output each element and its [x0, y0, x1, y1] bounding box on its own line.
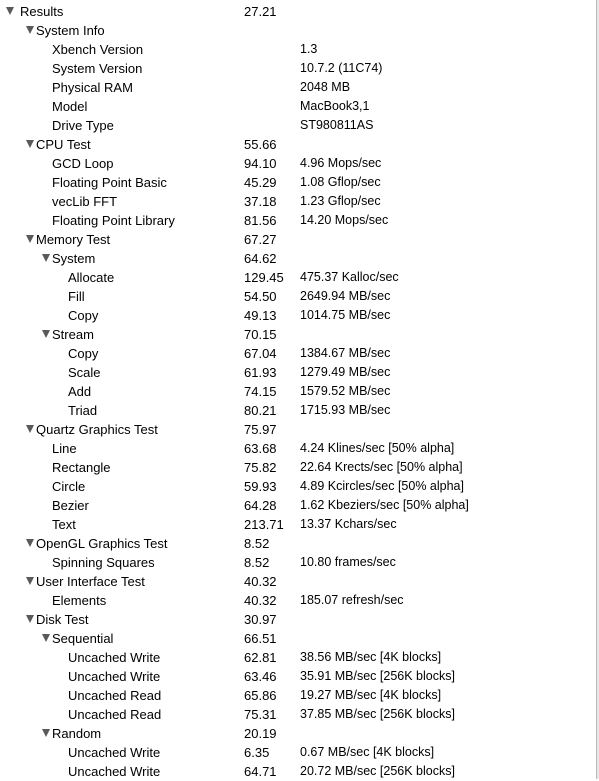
row-score: 67.27: [244, 232, 277, 247]
row-score: 70.15: [244, 327, 277, 342]
row-score: 8.52: [244, 536, 270, 551]
row-score: 65.86: [244, 688, 277, 703]
outline-row[interactable]: [0, 420, 596, 439]
outline-row[interactable]: [0, 591, 596, 610]
row-score: 63.68: [244, 441, 277, 456]
row-score: 75.82: [244, 460, 277, 475]
outline-row[interactable]: [0, 78, 596, 97]
row-name: Disk Test: [36, 612, 89, 627]
row-name: CPU Test: [36, 137, 91, 152]
row-name: vecLib FFT: [52, 194, 118, 209]
outline-row[interactable]: [0, 724, 596, 743]
row-detail: 4.24 Klines/sec [50% alpha]: [300, 441, 455, 455]
row-score: 49.13: [244, 308, 277, 323]
row-detail: 2649.94 MB/sec: [300, 289, 391, 303]
row-score: 80.21: [244, 403, 277, 418]
outline-row[interactable]: [0, 534, 596, 553]
row-detail: 1715.93 MB/sec: [300, 403, 391, 417]
row-name: Fill: [68, 289, 85, 304]
outline-row[interactable]: [0, 667, 596, 686]
outline-row[interactable]: [0, 439, 596, 458]
row-detail: 1.62 Kbeziers/sec [50% alpha]: [300, 498, 469, 512]
row-detail: 1.08 Gflop/sec: [300, 175, 381, 189]
row-name: Uncached Read: [68, 688, 162, 703]
outline-row[interactable]: [0, 496, 596, 515]
row-name: Scale: [68, 365, 101, 380]
outline-row[interactable]: [0, 249, 596, 268]
outline-row[interactable]: [0, 572, 596, 591]
outline-row[interactable]: [0, 344, 596, 363]
row-score: 6.35: [244, 745, 270, 760]
row-name: Results: [20, 4, 64, 19]
row-score: 67.04: [244, 346, 277, 361]
row-score: 213.71: [244, 517, 284, 532]
row-score: 64.28: [244, 498, 277, 513]
row-name: Circle: [52, 479, 86, 494]
row-score: 66.51: [244, 631, 277, 646]
outline-row[interactable]: [0, 116, 596, 135]
row-detail: ST980811AS: [300, 118, 374, 132]
outline-row[interactable]: [0, 648, 596, 667]
outline-row[interactable]: [0, 629, 596, 648]
row-name: Rectangle: [52, 460, 111, 475]
outline-row[interactable]: [0, 743, 596, 762]
row-detail: 1.23 Gflop/sec: [300, 194, 381, 208]
row-score: 75.31: [244, 707, 277, 722]
outline-row[interactable]: [0, 211, 596, 230]
disclosure-triangle-expanded-icon[interactable]: [26, 577, 34, 585]
row-score: 20.19: [244, 726, 277, 741]
outline-row[interactable]: [0, 230, 596, 249]
row-detail: 4.96 Mops/sec: [300, 156, 382, 170]
row-detail: 1579.52 MB/sec: [300, 384, 391, 398]
disclosure-triangle-expanded-icon[interactable]: [26, 425, 34, 433]
disclosure-triangle-expanded-icon[interactable]: [26, 539, 34, 547]
row-name: Memory Test: [36, 232, 111, 247]
row-detail: 10.80 frames/sec: [300, 555, 396, 569]
row-name: Physical RAM: [52, 80, 133, 95]
outline-row[interactable]: [0, 762, 596, 781]
row-detail: 19.27 MB/sec [4K blocks]: [300, 688, 442, 702]
disclosure-triangle-expanded-icon[interactable]: [26, 615, 34, 623]
row-detail: 1.3: [300, 42, 318, 56]
row-name: Copy: [68, 346, 99, 361]
disclosure-triangle-expanded-icon[interactable]: [26, 26, 34, 34]
row-detail: 35.91 MB/sec [256K blocks]: [300, 669, 455, 683]
row-score: 45.29: [244, 175, 277, 190]
outline-row[interactable]: [0, 287, 596, 306]
row-detail: 22.64 Krects/sec [50% alpha]: [300, 460, 463, 474]
row-detail: 20.72 MB/sec [256K blocks]: [300, 764, 455, 778]
row-score: 62.81: [244, 650, 277, 665]
row-name: Drive Type: [52, 118, 114, 133]
row-score: 40.32: [244, 574, 277, 589]
row-name: GCD Loop: [52, 156, 114, 171]
outline-row[interactable]: [0, 40, 596, 59]
row-detail: 38.56 MB/sec [4K blocks]: [300, 650, 442, 664]
row-detail: 185.07 refresh/sec: [300, 593, 404, 607]
outline-row[interactable]: [0, 686, 596, 705]
row-detail: 1384.67 MB/sec: [300, 346, 391, 360]
outline-row[interactable]: [0, 173, 596, 192]
row-score: 55.66: [244, 137, 277, 152]
row-name: Uncached Write: [68, 764, 161, 779]
disclosure-triangle-expanded-icon[interactable]: [42, 634, 50, 642]
outline-row[interactable]: [0, 477, 596, 496]
row-score: 27.21: [244, 4, 277, 19]
row-score: 74.15: [244, 384, 277, 399]
row-name: System Info: [36, 23, 105, 38]
row-detail: 1014.75 MB/sec: [300, 308, 391, 322]
row-name: Triad: [68, 403, 98, 418]
row-score: 64.71: [244, 764, 277, 779]
outline-row[interactable]: [0, 382, 596, 401]
disclosure-triangle-expanded-icon[interactable]: [42, 330, 50, 338]
row-name: Elements: [52, 593, 107, 608]
row-name: Bezier: [52, 498, 89, 513]
row-detail: MacBook3,1: [300, 99, 370, 113]
outline-row[interactable]: [0, 2, 596, 21]
disclosure-triangle-expanded-icon[interactable]: [26, 140, 34, 148]
row-name: Uncached Read: [68, 707, 162, 722]
row-name: Line: [52, 441, 77, 456]
row-score: 129.45: [244, 270, 284, 285]
row-score: 40.32: [244, 593, 277, 608]
row-name: Uncached Write: [68, 650, 161, 665]
outline-row[interactable]: [0, 268, 596, 287]
row-name: Text: [52, 517, 76, 532]
row-detail: 0.67 MB/sec [4K blocks]: [300, 745, 435, 759]
row-detail: 2048 MB: [300, 80, 351, 94]
disclosure-triangle-expanded-icon[interactable]: [42, 254, 50, 262]
row-detail: 10.7.2 (11C74): [300, 61, 383, 75]
outline-row[interactable]: [0, 97, 596, 116]
outline-row[interactable]: [0, 135, 596, 154]
row-score: 75.97: [244, 422, 277, 437]
row-name: OpenGL Graphics Test: [36, 536, 168, 551]
row-name: Sequential: [52, 631, 114, 646]
outline-row[interactable]: [0, 610, 596, 629]
row-name: System: [52, 251, 96, 266]
row-name: Allocate: [68, 270, 115, 285]
row-detail: 14.20 Mops/sec: [300, 213, 389, 227]
outline-row[interactable]: [0, 192, 596, 211]
row-score: 81.56: [244, 213, 277, 228]
outline-row[interactable]: [0, 515, 596, 534]
outline-row[interactable]: [0, 306, 596, 325]
row-score: 8.52: [244, 555, 270, 570]
row-name: Floating Point Basic: [52, 175, 167, 190]
outline-row[interactable]: [0, 325, 596, 344]
row-score: 30.97: [244, 612, 277, 627]
outline-row[interactable]: [0, 401, 596, 420]
outline-row[interactable]: [0, 705, 596, 724]
outline-row[interactable]: [0, 458, 596, 477]
row-score: 61.93: [244, 365, 277, 380]
row-detail: 37.85 MB/sec [256K blocks]: [300, 707, 455, 721]
outline-row[interactable]: [0, 553, 596, 572]
row-name: Random: [52, 726, 102, 741]
row-name: User Interface Test: [36, 574, 145, 589]
row-name: Uncached Write: [68, 669, 161, 684]
row-detail: 4.89 Kcircles/sec [50% alpha]: [300, 479, 464, 493]
outline-row[interactable]: [0, 59, 596, 78]
outline-row[interactable]: [0, 21, 596, 40]
outline-row[interactable]: [0, 363, 596, 382]
row-name: Copy: [68, 308, 99, 323]
row-name: Stream: [52, 327, 94, 342]
row-name: Uncached Write: [68, 745, 161, 760]
row-detail: 13.37 Kchars/sec: [300, 517, 397, 531]
row-name: Spinning Squares: [52, 555, 155, 570]
row-score: 63.46: [244, 669, 277, 684]
row-name: Xbench Version: [52, 42, 144, 57]
row-name: Model: [52, 99, 88, 114]
outline-row[interactable]: [0, 154, 596, 173]
row-detail: 475.37 Kalloc/sec: [300, 270, 399, 284]
row-name: Quartz Graphics Test: [36, 422, 158, 437]
disclosure-triangle-expanded-icon[interactable]: [6, 7, 14, 15]
disclosure-triangle-expanded-icon[interactable]: [42, 729, 50, 737]
row-score: 37.18: [244, 194, 277, 209]
disclosure-triangle-expanded-icon[interactable]: [26, 235, 34, 243]
row-score: 59.93: [244, 479, 277, 494]
row-score: 64.62: [244, 251, 277, 266]
row-score: 94.10: [244, 156, 277, 171]
row-detail: 1279.49 MB/sec: [300, 365, 391, 379]
row-score: 54.50: [244, 289, 277, 304]
row-name: Add: [68, 384, 92, 399]
row-name: System Version: [52, 61, 143, 76]
row-name: Floating Point Library: [52, 213, 175, 228]
